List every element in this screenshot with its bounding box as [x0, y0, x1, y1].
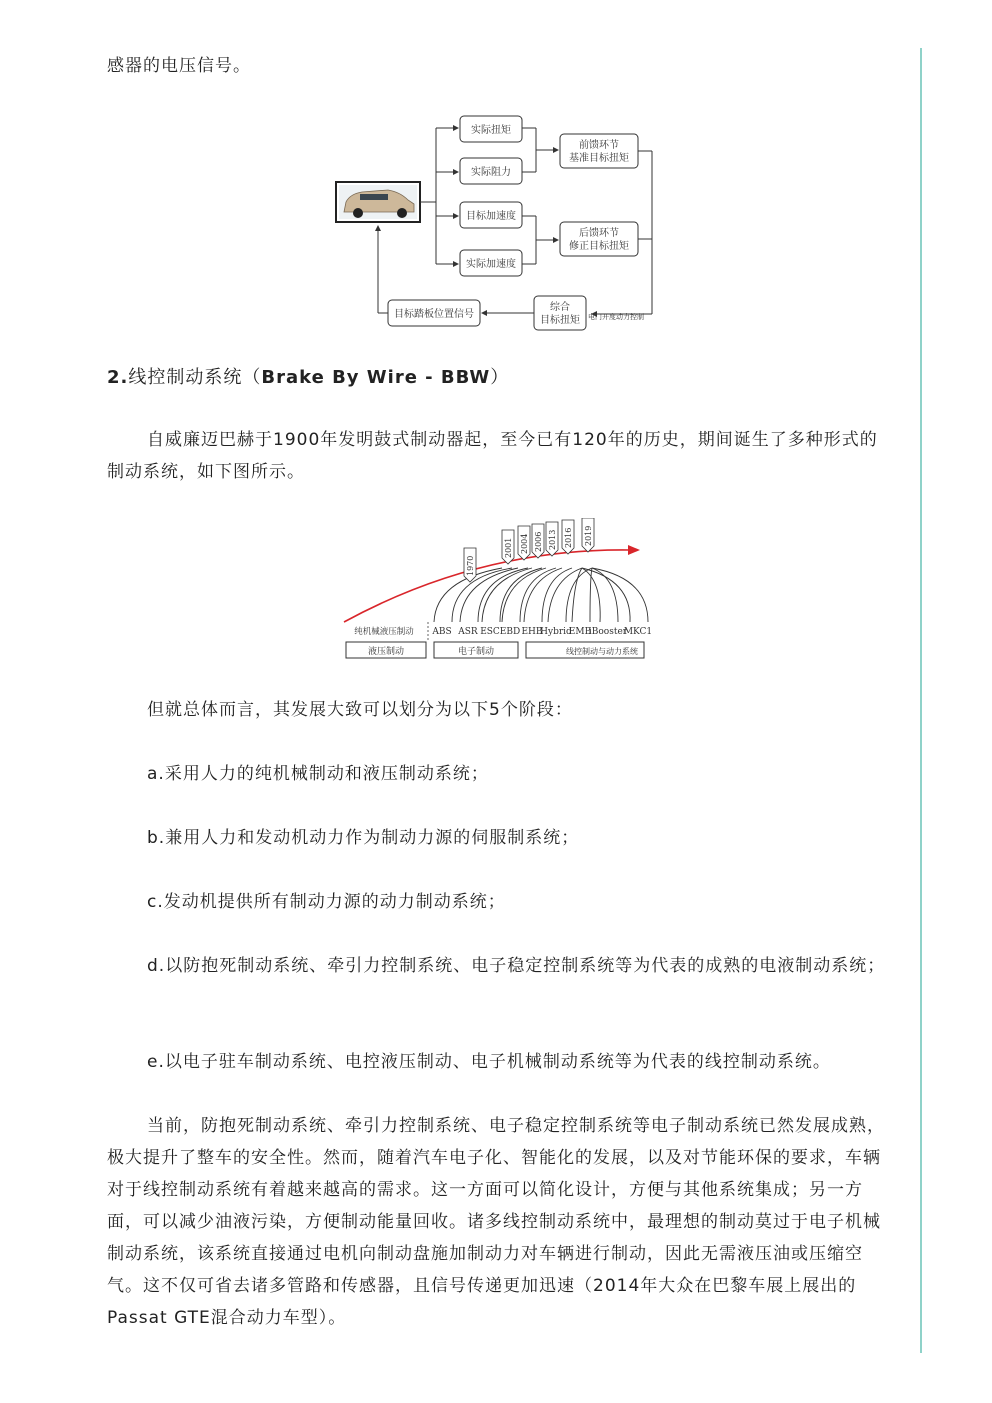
section-title-cn: 线控制动系统（: [128, 367, 262, 388]
section-title-en: Brake By Wire - BBW: [261, 367, 491, 388]
paragraph-history: 自威廉迈巴赫于1900年发明鼓式制动器起，至今已有120年的历史，期间诞生了多种形式的制动系统，如下图所示。: [107, 430, 878, 482]
fan-line: [572, 568, 582, 622]
box-total-l2: 目标扭矩: [540, 315, 580, 326]
fan-line: [582, 568, 600, 622]
system-label: MKC1: [623, 627, 653, 637]
fan-line: [524, 568, 562, 622]
system-label: EHB: [521, 627, 543, 637]
box-target-accel-label: 目标加速度: [466, 211, 516, 222]
year-flag: [562, 520, 574, 554]
fan-line: [548, 568, 582, 622]
year-flag: [532, 524, 544, 558]
brake-evolution-diagram: [340, 518, 660, 664]
intro-line: 感器的电压信号。: [107, 56, 251, 76]
system-label: ABS: [432, 627, 452, 637]
box-feedforward-l1: 前馈环节: [579, 140, 619, 151]
stage-c: c.发动机提供所有制动力源的动力制动系统；: [147, 892, 506, 912]
torque-control-diagram: [330, 108, 670, 340]
box-feedforward-l2: 基准目标扭矩: [569, 153, 629, 164]
section-title-close: ）: [490, 367, 510, 388]
group-bywire-label: 线控制动与动力系统: [566, 647, 638, 656]
system-label: 纯机械液压制动: [354, 627, 414, 637]
year-label: 2016: [564, 527, 573, 548]
side-label: 电门开度动力控制: [588, 313, 644, 321]
system-label: iBooster: [588, 627, 628, 637]
margin-rule: [920, 48, 922, 1353]
year-label: 2004: [520, 533, 529, 554]
year-flag: [502, 530, 514, 564]
stage-d: d.以防抱死制动系统、牵引力控制系统、电子稳定控制系统等为代表的成熟的电液制动系统；: [147, 956, 886, 976]
year-label: 2013: [548, 529, 557, 550]
box-total-l1: 综合: [550, 302, 570, 313]
system-label: Hybrid: [540, 627, 572, 637]
year-flag: [518, 526, 530, 560]
fan-line: [500, 568, 542, 622]
box-actual-resistance-label: 实际阻力: [471, 167, 511, 178]
year-flag: [582, 518, 594, 552]
group-electronic-label: 电子制动: [457, 647, 495, 657]
paragraph-stages-intro: 但就总体而言，其发展大致可以划分为以下5个阶段：: [147, 700, 573, 720]
system-label: EMB: [568, 627, 592, 637]
system-labels: [354, 626, 652, 637]
box-actual-accel-label: 实际加速度: [466, 259, 516, 270]
red-trend-arrow: [344, 550, 630, 622]
system-label: EBD: [499, 627, 521, 637]
system-label: ASR: [458, 627, 478, 637]
stage-e: e.以电子驻车制动系统、电控液压制动、电子机械制动系统等为代表的线控制动系统。: [147, 1052, 831, 1072]
year-label: 1970: [466, 555, 475, 576]
box-feedback-l2: 修正目标扭矩: [569, 241, 629, 252]
section-number: 2.: [107, 367, 129, 388]
year-label: 2019: [584, 525, 593, 546]
box-actual-torque-label: 实际扭矩: [471, 125, 511, 136]
stage-a: a.采用人力的纯机械制动和液压制动系统；: [147, 764, 489, 784]
system-label: ESC: [480, 627, 500, 637]
group-hydraulic-label: 液压制动: [367, 647, 405, 657]
paragraph-current: 当前，防抱死制动系统、牵引力控制系统、电子稳定控制系统等电子制动系统已然发展成熟，极大提升了整车的安全性。然而，随着汽车电子化、智能化的发展，以及对节能环保的要求，车辆对于线控制动系统有着越来越高的需求。这一方面可以简化设计，方便与其他系统集成；另一方面，可以减少油液污染，方便制动能量回收。诸多线控制动系统中，最理想的制动莫过于电子机械制动系统，该系统直接通过电机向制动盘施加制动力对车辆进行制动，因此无需液压油或压缩空气。这不仅可省去诸多管路和传感器，且信号传递更加迅速（2014年大众在巴黎车展上展出的Passat GTE混合动力车型）。: [107, 1116, 885, 1328]
fan-line: [520, 568, 556, 622]
stage-b: b.兼用人力和发动机动力作为制动力源的伺服制系统；: [147, 828, 580, 848]
fan-line: [566, 568, 592, 622]
box-feedback-l1: 后馈环节: [579, 228, 619, 239]
section-heading: [107, 363, 509, 389]
year-flag: [546, 522, 558, 556]
year-flag: [464, 548, 476, 582]
year-label: 2006: [534, 531, 543, 552]
box-pedal-signal-label: 目标踏板位置信号: [394, 309, 474, 320]
year-label: 2001: [504, 537, 513, 558]
fan-line: [582, 568, 630, 622]
